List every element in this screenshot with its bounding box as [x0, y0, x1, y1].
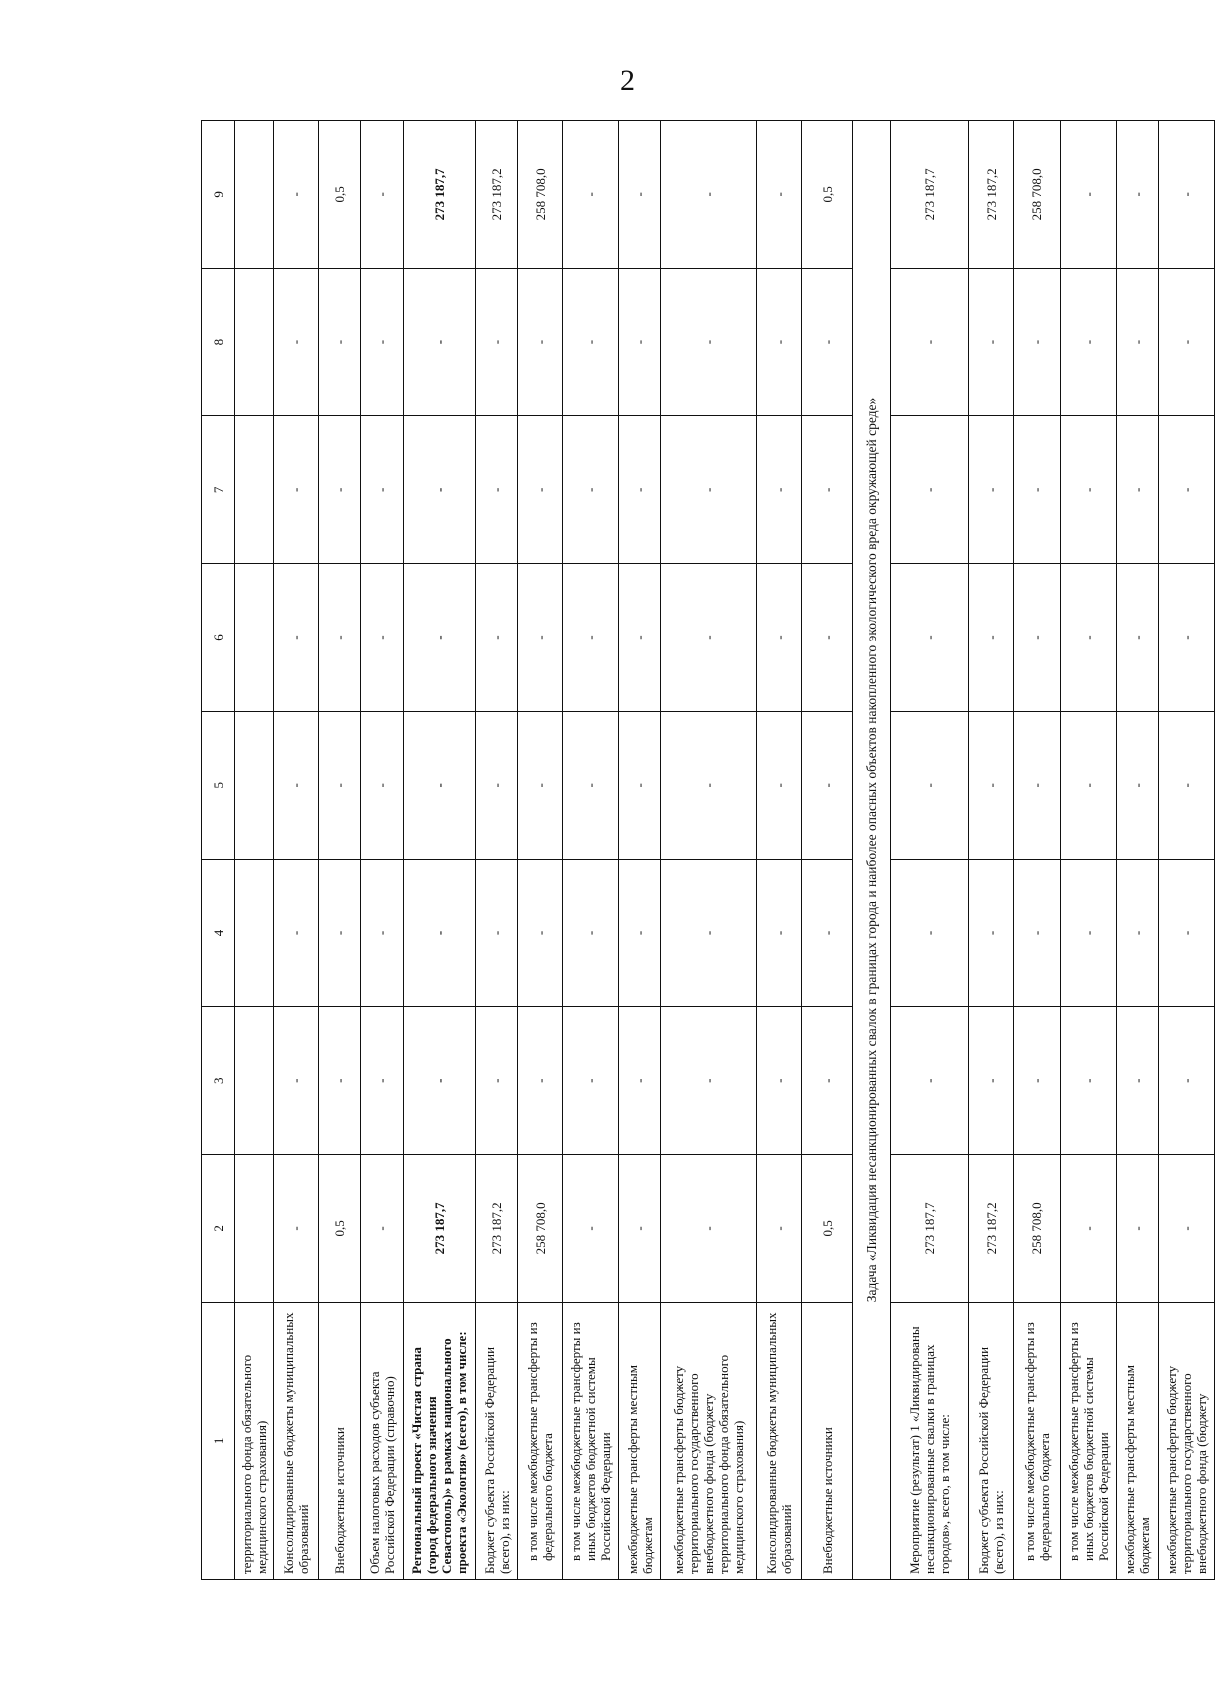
value-cell — [235, 268, 274, 416]
value-cell: - — [891, 711, 969, 859]
value-cell: 258 708,0 — [518, 1155, 563, 1303]
value-cell: - — [361, 711, 403, 859]
value-cell: - — [1159, 564, 1215, 712]
value-cell: - — [1116, 711, 1158, 859]
value-cell: - — [618, 1155, 660, 1303]
value-cell: - — [661, 268, 757, 416]
value-cell: - — [757, 1155, 802, 1303]
value-cell: - — [274, 121, 319, 269]
row-label: Консолидированные бюджеты муниципальных образований — [757, 1302, 802, 1579]
value-cell: - — [1159, 1155, 1215, 1303]
value-cell: - — [361, 1007, 403, 1155]
value-cell: - — [969, 711, 1014, 859]
value-cell: - — [757, 1007, 802, 1155]
value-cell: - — [1116, 121, 1158, 269]
value-cell: 258 708,0 — [1013, 121, 1060, 269]
value-cell: - — [801, 711, 852, 859]
value-cell: - — [661, 416, 757, 564]
value-cell: - — [1013, 859, 1060, 1007]
value-cell: 273 187,7 — [403, 1155, 476, 1303]
value-cell: - — [518, 416, 563, 564]
table-row — [318, 121, 360, 1580]
row-label: в том числе межбюджетные трансферты из федерального бюджета — [1013, 1302, 1060, 1579]
value-cell: - — [476, 1007, 518, 1155]
value-cell: - — [476, 859, 518, 1007]
value-cell: - — [361, 416, 403, 564]
value-cell: 273 187,2 — [969, 121, 1014, 269]
value-cell: - — [1159, 711, 1215, 859]
value-cell: - — [1060, 1155, 1116, 1303]
value-cell: - — [318, 1007, 360, 1155]
value-cell — [235, 121, 274, 269]
value-cell: - — [274, 711, 319, 859]
value-cell: - — [1116, 859, 1158, 1007]
value-cell: - — [476, 564, 518, 712]
table-row — [518, 121, 563, 1580]
table-row — [1159, 121, 1215, 1580]
value-cell: - — [618, 859, 660, 1007]
value-cell: - — [476, 711, 518, 859]
value-cell: 258 708,0 — [1013, 1155, 1060, 1303]
value-cell: - — [518, 564, 563, 712]
value-cell: - — [361, 268, 403, 416]
value-cell: - — [518, 711, 563, 859]
column-header: 2 — [202, 1155, 235, 1303]
value-cell: - — [1159, 1007, 1215, 1155]
value-cell: 273 187,7 — [891, 121, 969, 269]
column-header: 8 — [202, 268, 235, 416]
value-cell: - — [618, 711, 660, 859]
value-cell: - — [563, 1155, 619, 1303]
value-cell: - — [1013, 416, 1060, 564]
table-row — [476, 121, 518, 1580]
table-row — [235, 121, 274, 1580]
value-cell: - — [274, 1155, 319, 1303]
column-header: 1 — [202, 1302, 235, 1579]
value-cell: - — [618, 564, 660, 712]
row-label: межбюджетные трансферты бюджету территориального государственного внебюджетного фонда (бюджету территориального фонда обязательного медицинского страхования) — [661, 1302, 757, 1579]
value-cell: - — [403, 1007, 476, 1155]
value-cell: - — [403, 711, 476, 859]
value-cell: - — [1116, 268, 1158, 416]
value-cell: - — [1060, 564, 1116, 712]
value-cell: - — [403, 416, 476, 564]
value-cell: - — [563, 711, 619, 859]
value-cell — [235, 1007, 274, 1155]
row-label: Объем налоговых расходов субъекта Российской Федерации (справочно) — [361, 1302, 403, 1579]
value-cell: - — [1116, 1007, 1158, 1155]
value-cell: - — [1060, 416, 1116, 564]
value-cell: - — [1159, 859, 1215, 1007]
column-header: 5 — [202, 711, 235, 859]
value-cell: - — [661, 564, 757, 712]
row-label: Бюджет субъекта Российской Федерации (всего), из них: — [476, 1302, 518, 1579]
table-row — [274, 121, 319, 1580]
row-label: Региональный проект «Чистая страна (город федерального значения Севастополь)» в рамках национального проекта «Экология» (всего), в том числе: — [403, 1302, 476, 1579]
task-heading: Задача «Ликвидация несанкционированных свалок в границах города и наиболее опасных объектов накопленного экологического вреда окружающей среде» — [853, 121, 891, 1580]
table-row — [361, 121, 403, 1580]
table-row — [618, 121, 660, 1580]
value-cell: - — [563, 121, 619, 269]
column-header: 3 — [202, 1007, 235, 1155]
value-cell: 0,5 — [318, 121, 360, 269]
value-cell: - — [1060, 711, 1116, 859]
value-cell: - — [403, 859, 476, 1007]
value-cell: - — [891, 859, 969, 1007]
value-cell: - — [563, 416, 619, 564]
column-header: 6 — [202, 564, 235, 712]
value-cell: - — [518, 268, 563, 416]
value-cell: - — [1060, 268, 1116, 416]
table-row — [661, 121, 757, 1580]
row-label: в том числе межбюджетные трансферты из федерального бюджета — [518, 1302, 563, 1579]
value-cell: - — [1060, 859, 1116, 1007]
value-cell — [235, 1155, 274, 1303]
row-label: в том числе межбюджетные трансферты из иных бюджетов бюджетной системы Российской Федерации — [1060, 1302, 1116, 1579]
value-cell: - — [757, 564, 802, 712]
value-cell: - — [969, 859, 1014, 1007]
value-cell — [235, 859, 274, 1007]
value-cell: - — [563, 564, 619, 712]
value-cell: - — [1060, 121, 1116, 269]
value-cell: - — [618, 121, 660, 269]
value-cell: 273 187,2 — [476, 121, 518, 269]
table-row — [1013, 121, 1060, 1580]
value-cell: 0,5 — [801, 121, 852, 269]
value-cell: - — [757, 859, 802, 1007]
value-cell: 258 708,0 — [518, 121, 563, 269]
value-cell: - — [563, 859, 619, 1007]
page-number: 2 — [620, 64, 635, 97]
value-cell: - — [618, 268, 660, 416]
value-cell: - — [318, 859, 360, 1007]
value-cell: - — [403, 268, 476, 416]
value-cell: - — [476, 416, 518, 564]
value-cell: - — [661, 1155, 757, 1303]
value-cell: - — [274, 859, 319, 1007]
value-cell: - — [318, 564, 360, 712]
value-cell: - — [969, 268, 1014, 416]
value-cell: - — [476, 268, 518, 416]
value-cell: - — [274, 1007, 319, 1155]
value-cell: - — [757, 416, 802, 564]
value-cell: - — [274, 564, 319, 712]
table-row — [1060, 121, 1116, 1580]
row-label: межбюджетные трансферты местным бюджетам — [618, 1302, 660, 1579]
value-cell: - — [1159, 416, 1215, 564]
value-cell: - — [361, 121, 403, 269]
value-cell: - — [661, 1007, 757, 1155]
row-label: межбюджетные трансферты бюджету территориального государственного внебюджетного фонда (бюджету — [1159, 1302, 1215, 1579]
value-cell: 273 187,2 — [476, 1155, 518, 1303]
value-cell: - — [891, 416, 969, 564]
value-cell: - — [891, 564, 969, 712]
row-label: Внебюджетные источники — [318, 1302, 360, 1579]
value-cell: - — [274, 268, 319, 416]
value-cell: - — [757, 711, 802, 859]
budget-table — [201, 120, 1215, 1580]
row-label: Мероприятие (результат) 1 «Ликвидированы несанкционированные свалки в границах городов», всего, в том числе: — [891, 1302, 969, 1579]
value-cell: - — [361, 1155, 403, 1303]
task-heading-row — [853, 121, 891, 1580]
value-cell: 0,5 — [318, 1155, 360, 1303]
table-row — [1116, 121, 1158, 1580]
value-cell: - — [891, 268, 969, 416]
value-cell: - — [361, 564, 403, 712]
value-cell: - — [403, 564, 476, 712]
value-cell: - — [1013, 564, 1060, 712]
row-label: Бюджет субъекта Российской Федерации (всего), из них: — [969, 1302, 1014, 1579]
value-cell: - — [563, 1007, 619, 1155]
value-cell: - — [969, 564, 1014, 712]
row-label: Консолидированные бюджеты муниципальных образований — [274, 1302, 319, 1579]
column-header: 4 — [202, 859, 235, 1007]
table-row — [563, 121, 619, 1580]
value-cell: - — [891, 1007, 969, 1155]
value-cell: - — [1116, 416, 1158, 564]
value-cell: - — [969, 416, 1014, 564]
value-cell: - — [757, 121, 802, 269]
table-row — [891, 121, 969, 1580]
column-header: 9 — [202, 121, 235, 269]
value-cell: - — [318, 268, 360, 416]
value-cell: 273 187,7 — [891, 1155, 969, 1303]
value-cell: - — [757, 268, 802, 416]
value-cell: - — [318, 416, 360, 564]
row-label: межбюджетные трансферты местным бюджетам — [1116, 1302, 1158, 1579]
value-cell: - — [1013, 1007, 1060, 1155]
value-cell: - — [801, 564, 852, 712]
row-label: Внебюджетные источники — [801, 1302, 852, 1579]
table-row — [801, 121, 852, 1580]
rotated-table-container — [201, 120, 1215, 1580]
value-cell: - — [661, 711, 757, 859]
column-header: 7 — [202, 416, 235, 564]
value-cell: - — [1060, 1007, 1116, 1155]
value-cell: - — [274, 416, 319, 564]
value-cell: 273 187,7 — [403, 121, 476, 269]
value-cell: 273 187,2 — [969, 1155, 1014, 1303]
value-cell: - — [1116, 564, 1158, 712]
value-cell: - — [969, 1007, 1014, 1155]
header-row — [202, 121, 235, 1580]
value-cell — [235, 564, 274, 712]
table-row — [757, 121, 802, 1580]
value-cell: - — [618, 1007, 660, 1155]
value-cell: - — [1159, 121, 1215, 269]
value-cell: - — [801, 1007, 852, 1155]
table-body — [235, 121, 1215, 1580]
value-cell: - — [1013, 711, 1060, 859]
value-cell: - — [801, 416, 852, 564]
value-cell: - — [1159, 268, 1215, 416]
table-row — [969, 121, 1014, 1580]
value-cell: - — [801, 859, 852, 1007]
value-cell: - — [661, 859, 757, 1007]
table-row — [403, 121, 476, 1580]
value-cell: 0,5 — [801, 1155, 852, 1303]
row-label: в том числе межбюджетные трансферты из иных бюджетов бюджетной системы Российской Федерации — [563, 1302, 619, 1579]
value-cell: - — [563, 268, 619, 416]
value-cell — [235, 711, 274, 859]
value-cell: - — [618, 416, 660, 564]
value-cell: - — [518, 1007, 563, 1155]
value-cell — [235, 416, 274, 564]
value-cell: - — [318, 711, 360, 859]
value-cell: - — [1013, 268, 1060, 416]
value-cell: - — [518, 859, 563, 1007]
row-label: территориального фонда обязательного медицинского страхования) — [235, 1302, 274, 1579]
value-cell: - — [661, 121, 757, 269]
value-cell: - — [801, 268, 852, 416]
value-cell: - — [361, 859, 403, 1007]
value-cell: - — [1116, 1155, 1158, 1303]
